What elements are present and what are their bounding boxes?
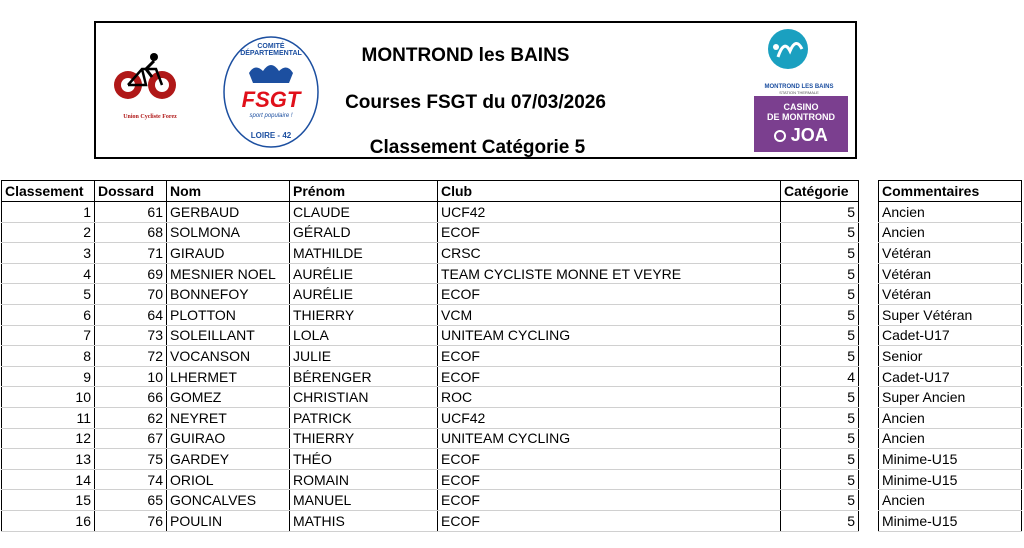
cell-commentaire: Minime-U15	[879, 510, 1022, 531]
table-row	[2, 407, 859, 428]
table-row	[879, 366, 1022, 387]
cell-nom: VOCANSON	[167, 346, 290, 367]
cell-rank: 3	[2, 243, 95, 264]
table-row	[879, 469, 1022, 490]
fsgt-tagline: sport populaire !	[249, 113, 293, 119]
cell-dossard: 70	[95, 284, 167, 305]
cell-club: TEAM CYCLISTE MONNE ET VEYRE	[438, 263, 781, 284]
col-commentaires: Commentaires	[879, 181, 1022, 202]
cell-club: UCF42	[438, 202, 781, 223]
cell-rank: 10	[2, 387, 95, 408]
table-row	[879, 304, 1022, 325]
cell-categorie: 4	[781, 366, 859, 387]
cell-dossard: 64	[95, 304, 167, 325]
cell-categorie: 5	[781, 449, 859, 470]
cell-categorie: 5	[781, 263, 859, 284]
cell-nom: GIRAUD	[167, 243, 290, 264]
table-row	[2, 243, 859, 264]
cell-prenom: ROMAIN	[290, 469, 438, 490]
montrond-logo-text: MONTROND LES BAINS	[764, 84, 834, 90]
table-row	[2, 222, 859, 243]
cell-dossard: 75	[95, 449, 167, 470]
cell-categorie: 5	[781, 469, 859, 490]
table-row	[2, 325, 859, 346]
results-header-row	[2, 181, 859, 202]
table-row	[2, 387, 859, 408]
casino-joa-logo	[754, 96, 848, 152]
cell-prenom: AURÉLIE	[290, 263, 438, 284]
fsgt-bottom-text: LOIRE - 42	[250, 131, 292, 140]
cell-categorie: 5	[781, 346, 859, 367]
cell-dossard: 66	[95, 387, 167, 408]
table-row	[2, 449, 859, 470]
cell-commentaire: Vétéran	[879, 243, 1022, 264]
cell-nom: BONNEFOY	[167, 284, 290, 305]
table-row	[879, 284, 1022, 305]
col-club: Club	[438, 181, 781, 202]
cell-prenom: THÉO	[290, 449, 438, 470]
table-row	[879, 428, 1022, 449]
cell-nom: PLOTTON	[167, 304, 290, 325]
cell-club: ECOF	[438, 490, 781, 511]
cell-rank: 12	[2, 428, 95, 449]
col-classement: Classement	[2, 181, 95, 202]
cell-rank: 14	[2, 469, 95, 490]
cell-rank: 1	[2, 202, 95, 223]
page-title-event: Courses FSGT du 07/03/2026	[345, 92, 606, 113]
cell-rank: 11	[2, 407, 95, 428]
cell-nom: GONCALVES	[167, 490, 290, 511]
cell-rank: 2	[2, 222, 95, 243]
table-row	[2, 510, 859, 531]
casino-brand-row	[754, 125, 848, 146]
cell-rank: 13	[2, 449, 95, 470]
cell-nom: GERBAUD	[167, 202, 290, 223]
cell-prenom: MANUEL	[290, 490, 438, 511]
cell-categorie: 5	[781, 428, 859, 449]
cell-club: ECOF	[438, 510, 781, 531]
table-row	[2, 346, 859, 367]
col-dossard: Dossard	[95, 181, 167, 202]
cell-club: ECOF	[438, 449, 781, 470]
cell-nom: GUIRAO	[167, 428, 290, 449]
table-row	[879, 202, 1022, 223]
table-row	[2, 366, 859, 387]
cell-commentaire: Senior	[879, 346, 1022, 367]
col-categorie: Catégorie	[781, 181, 859, 202]
cell-prenom: MATHILDE	[290, 243, 438, 264]
cell-prenom: AURÉLIE	[290, 284, 438, 305]
table-row	[2, 284, 859, 305]
table-row	[2, 469, 859, 490]
cell-club: UNITEAM CYCLING	[438, 428, 781, 449]
casino-brand: JOA	[790, 125, 828, 145]
cell-dossard: 71	[95, 243, 167, 264]
cell-categorie: 5	[781, 222, 859, 243]
cell-commentaire: Vétéran	[879, 263, 1022, 284]
table-row	[2, 202, 859, 223]
cell-commentaire: Super Ancien	[879, 387, 1022, 408]
cell-commentaire: Ancien	[879, 407, 1022, 428]
header-box	[94, 21, 857, 159]
cell-prenom: CLAUDE	[290, 202, 438, 223]
cell-rank: 8	[2, 346, 95, 367]
cell-commentaire: Ancien	[879, 222, 1022, 243]
cell-commentaire: Cadet-U17	[879, 325, 1022, 346]
cell-categorie: 5	[781, 407, 859, 428]
table-row	[879, 510, 1022, 531]
table-row	[879, 222, 1022, 243]
table-row	[879, 387, 1022, 408]
cell-rank: 5	[2, 284, 95, 305]
cell-rank: 15	[2, 490, 95, 511]
cell-categorie: 5	[781, 387, 859, 408]
cell-rank: 6	[2, 304, 95, 325]
cell-categorie: 5	[781, 490, 859, 511]
cell-prenom: THIERRY	[290, 304, 438, 325]
cell-nom: ORIOL	[167, 469, 290, 490]
cell-nom: NEYRET	[167, 407, 290, 428]
table-row	[2, 304, 859, 325]
cell-dossard: 69	[95, 263, 167, 284]
cell-prenom: LOLA	[290, 325, 438, 346]
table-row	[879, 346, 1022, 367]
table-row	[2, 428, 859, 449]
montrond-emblem-icon	[754, 27, 844, 75]
cell-dossard: 67	[95, 428, 167, 449]
cell-club: UCF42	[438, 407, 781, 428]
cell-commentaire: Super Vétéran	[879, 304, 1022, 325]
cell-prenom: JULIE	[290, 346, 438, 367]
page-title-city: MONTROND les BAINS	[361, 45, 570, 66]
cell-nom: POULIN	[167, 510, 290, 531]
table-row	[879, 263, 1022, 284]
cell-dossard: 74	[95, 469, 167, 490]
cell-nom: LHERMET	[167, 366, 290, 387]
cell-club: ROC	[438, 387, 781, 408]
montrond-logo	[754, 27, 844, 95]
cell-dossard: 68	[95, 222, 167, 243]
cell-rank: 7	[2, 325, 95, 346]
comments-table	[878, 180, 1022, 532]
cell-nom: MESNIER NOEL	[167, 263, 290, 284]
cell-nom: SOLMONA	[167, 222, 290, 243]
cell-commentaire: Minime-U15	[879, 449, 1022, 470]
comments-header-row	[879, 181, 1022, 202]
cell-prenom: GÉRALD	[290, 222, 438, 243]
cell-prenom: MATHIS	[290, 510, 438, 531]
table-row	[879, 449, 1022, 470]
cell-commentaire: Ancien	[879, 428, 1022, 449]
cell-categorie: 5	[781, 325, 859, 346]
cell-dossard: 73	[95, 325, 167, 346]
cell-commentaire: Ancien	[879, 490, 1022, 511]
cell-commentaire: Cadet-U17	[879, 366, 1022, 387]
cell-categorie: 5	[781, 243, 859, 264]
fsgt-name: FSGT	[241, 87, 301, 112]
cell-categorie: 5	[781, 284, 859, 305]
cell-dossard: 61	[95, 202, 167, 223]
cell-dossard: 65	[95, 490, 167, 511]
joa-diamond-icon	[774, 130, 786, 142]
cell-prenom: PATRICK	[290, 407, 438, 428]
cell-categorie: 5	[781, 202, 859, 223]
casino-line2: DE MONTROND	[767, 112, 835, 122]
col-prenom: Prénom	[290, 181, 438, 202]
cell-nom: GOMEZ	[167, 387, 290, 408]
cell-club: ECOF	[438, 469, 781, 490]
cell-club: UNITEAM CYCLING	[438, 325, 781, 346]
table-row	[879, 407, 1022, 428]
cell-commentaire: Vétéran	[879, 284, 1022, 305]
fsgt-top-text: COMITÉ DÉPARTEMENTAL	[240, 43, 302, 57]
table-row	[2, 490, 859, 511]
col-nom: Nom	[167, 181, 290, 202]
cell-commentaire: Ancien	[879, 202, 1022, 223]
cell-dossard: 10	[95, 366, 167, 387]
cell-dossard: 62	[95, 407, 167, 428]
cell-rank: 4	[2, 263, 95, 284]
casino-line1: CASINO	[783, 102, 819, 112]
cell-prenom: BÉRENGER	[290, 366, 438, 387]
cell-club: CRSC	[438, 243, 781, 264]
cell-club: ECOF	[438, 346, 781, 367]
page-title-category: Classement Catégorie 5	[369, 137, 586, 158]
cell-nom: GARDEY	[167, 449, 290, 470]
ucf-logo-text: Union Cycliste Forez	[123, 114, 177, 120]
cell-dossard: 76	[95, 510, 167, 531]
table-row	[879, 490, 1022, 511]
results-table	[1, 180, 859, 532]
cell-categorie: 5	[781, 304, 859, 325]
cell-commentaire: Minime-U15	[879, 469, 1022, 490]
table-row	[2, 263, 859, 284]
cell-club: ECOF	[438, 366, 781, 387]
cell-categorie: 5	[781, 510, 859, 531]
cell-club: VCM	[438, 304, 781, 325]
cell-dossard: 72	[95, 346, 167, 367]
cell-club: ECOF	[438, 284, 781, 305]
table-row	[879, 243, 1022, 264]
cell-rank: 16	[2, 510, 95, 531]
cell-prenom: THIERRY	[290, 428, 438, 449]
cell-nom: SOLEILLANT	[167, 325, 290, 346]
cell-club: ECOF	[438, 222, 781, 243]
montrond-logo-subtext: STATION THERMALE	[779, 90, 819, 95]
table-row	[879, 325, 1022, 346]
cell-prenom: CHRISTIAN	[290, 387, 438, 408]
cell-rank: 9	[2, 366, 95, 387]
